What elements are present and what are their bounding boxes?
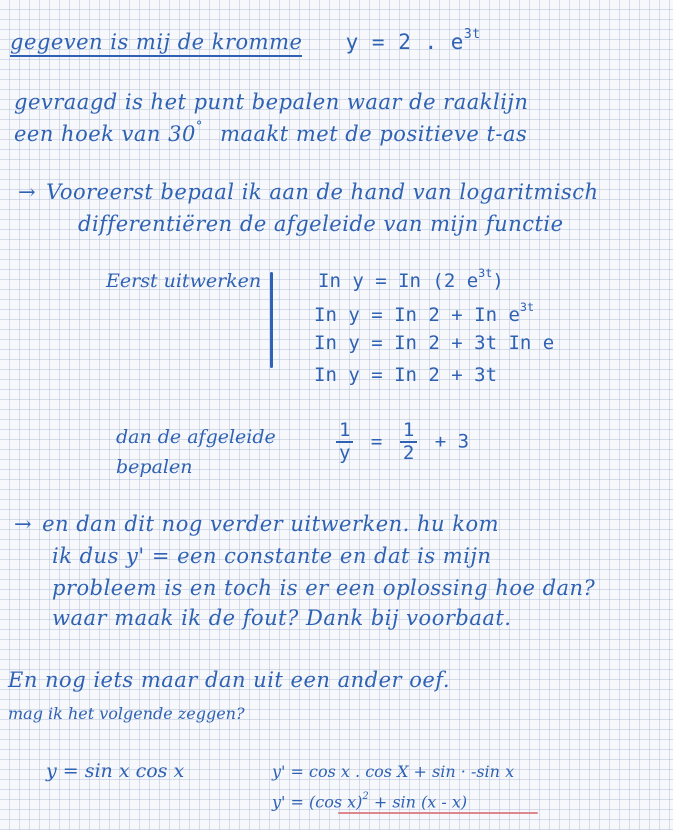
question-line-2 (14, 120, 527, 145)
workout-eq-1-close: ) (492, 270, 504, 292)
step2-line-2: ik dus y' = een constante en dat is mijn (52, 544, 492, 568)
workout-eq-1-exp: 3t (478, 266, 493, 280)
workout-eq-2-exp: 3t (519, 300, 535, 314)
given-equation: y = 2 . e (345, 30, 464, 55)
step2-line-4: waar maak ik de fout? Dank bij voorbaat. (52, 606, 512, 630)
derivative-text-2: bepalen (116, 456, 193, 478)
fraction-right (400, 420, 417, 464)
question-line-1: gevraagd is het punt bepalen waar de raaklijn (14, 90, 529, 114)
step2-text-1: en dan dit nog verder uitwerken. hu kom (42, 512, 500, 536)
step2-line-3: probleem is en toch is er een oplossing hoe dan? (52, 576, 596, 600)
question-line-2-rest: maakt met de positieve t-as (220, 122, 528, 147)
fraction-left-num: 1 (336, 420, 353, 443)
trig-derivative-2-text: y' = (cos x) (272, 792, 363, 812)
red-underline (338, 812, 538, 814)
extra-line-2: mag ik het volgende zeggen? (8, 704, 245, 723)
fraction-left-den: y (339, 441, 351, 464)
step1-line-1 (18, 182, 599, 203)
fraction-left (336, 420, 353, 464)
degree-sign: ° (195, 119, 203, 134)
trig-derivative-2-rest: + sin (x - x) (368, 792, 468, 812)
given-text: gegeven is mij de kromme (10, 30, 302, 57)
brace-divider (270, 272, 273, 368)
plus-three: + 3 (434, 430, 470, 453)
workout-eq-3: In y = In 2 + 3t In e (314, 332, 555, 354)
workout-eq-2 (314, 302, 534, 325)
step1-text-1: Vooreerst bepaal ik aan de hand van logaritmisch (46, 180, 599, 204)
workout-eq-4: In y = In 2 + 3t (314, 364, 498, 386)
workout-eq-2-text: In y = In 2 + In e (314, 304, 520, 326)
step2-line-1 (14, 514, 499, 535)
extra-line-1: En nog iets maar dan uit een ander oef. (8, 668, 450, 692)
trig-derivative-1: y' = cos x . cos X + sin · -sin x (272, 762, 515, 781)
fraction-right-den: 2 (402, 441, 415, 464)
derivative-text-1: dan de afgeleide (116, 426, 276, 448)
fraction-right-num: 1 (400, 420, 417, 443)
equals-sign: = (370, 430, 383, 453)
question-line-2-text: een hoek van 30 (14, 122, 196, 147)
trig-derivative-2 (272, 792, 467, 810)
arrow-icon: → (14, 512, 33, 536)
workout-eq-1-text: In y = In (2 e (318, 270, 479, 292)
workout-eq-1 (318, 268, 504, 291)
workout-label: Eerst uitwerken (106, 270, 262, 292)
trig-derivative-2-exp: 2 (362, 791, 369, 802)
derivative-equation (330, 420, 469, 464)
given-exponent: 3t (463, 27, 481, 42)
step1-line-2: differentiëren de afgeleide van mijn functie (78, 212, 564, 236)
arrow-icon: → (18, 180, 37, 204)
given-line (10, 28, 481, 53)
trig-function: y = sin x cos x (46, 760, 185, 782)
